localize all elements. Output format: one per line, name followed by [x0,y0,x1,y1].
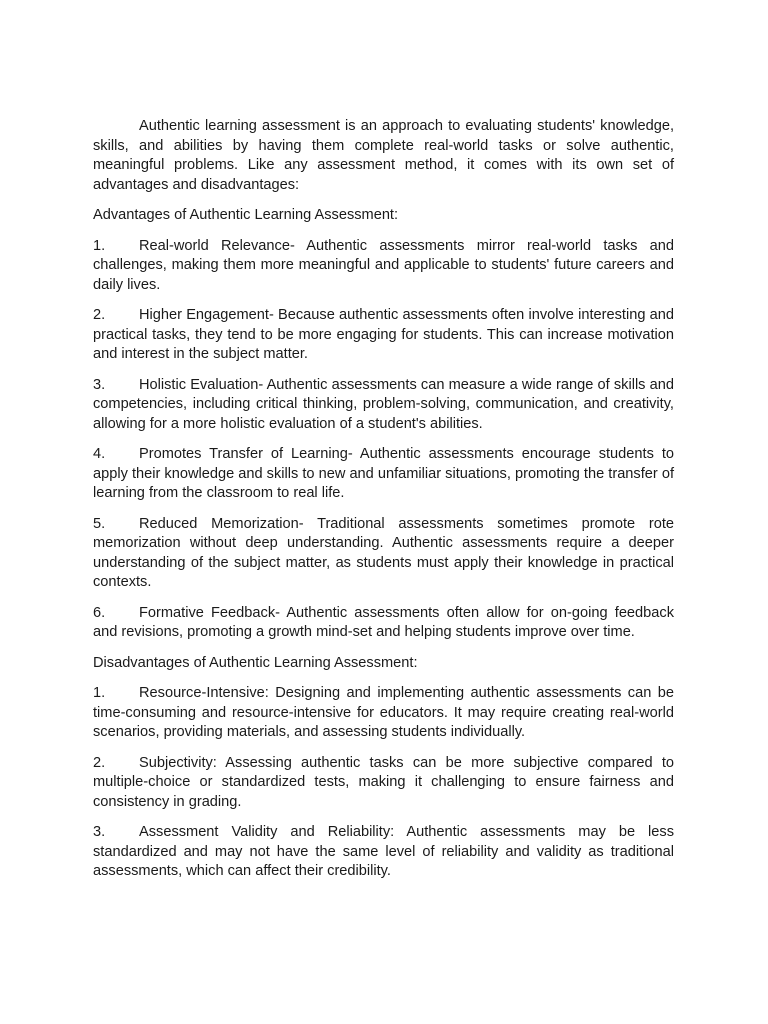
item-number: 6. [93,604,106,621]
disadvantage-item [93,684,674,743]
item-number: 3. [93,376,106,393]
advantage-item [93,237,674,296]
disadvantage-item [93,754,674,813]
advantage-item [93,515,674,593]
item-number: 4. [93,446,106,462]
item-number: 1. [93,237,106,254]
item-text: Formative Feedback- Authentic assessments often allow for on-going feedback and revisions, promoting a growth mind-set and helping students improve over time. [93,604,674,640]
advantages-heading: Advantages of Authentic Learning Assessment: [93,207,399,223]
item-number: 3. [93,824,106,840]
item-text: Real-world Relevance- Authentic assessments mirror real-world tasks and challenges, making them more meaningful and applicable to students' future careers and daily lives. [93,237,674,293]
document-body [93,117,674,893]
item-number: 2. [93,754,106,771]
advantage-item [93,306,674,365]
disadvantage-item [93,823,674,882]
item-text: Promotes Transfer of Learning- Authentic assessments encourage students to apply their knowledge and skills to new and unfamiliar situations, promoting the transfer of learning from the classroom to real life. [93,446,674,501]
item-number: 5. [93,515,106,532]
advantage-item [93,376,674,435]
item-text: Resource-Intensive: Designing and implementing authentic assessments can be time-consuming and resource-intensive for educators. It may require creating real-world scenarios, providing materials, and assessing students individually. [93,685,674,740]
advantage-item [93,604,674,643]
intro-paragraph: Authentic learning assessment is an approach to evaluating students' knowledge, skills, and abilities by having them complete real-world tasks or solve authentic, meaningful problems. Like any assessment method, it comes with its own set of advantages and disadvantages: [93,118,674,193]
item-text: Assessment Validity and Reliability: Authentic assessments may be less standardized and may not have the same level of reliability and validity as traditional assessments, which can affect their credibility. [93,824,674,879]
item-number: 2. [93,307,106,323]
item-text: Higher Engagement- Because authentic assessments often involve interesting and practical tasks, they tend to be more engaging for students. This can increase motivation and interest in the subject matter. [93,307,674,362]
item-text: Reduced Memorization- Traditional assessments sometimes promote rote memorization without deep understanding. Authentic assessments require a deeper understanding of the subject matter, as students must apply their knowledge in practical contexts. [93,515,674,590]
item-text: Subjectivity: Assessing authentic tasks can be more subjective compared to multiple-choice or standardized tests, making it challenging to ensure fairness and consistency in grading. [93,754,674,810]
disadvantages-heading: Disadvantages of Authentic Learning Assessment: [93,654,418,671]
item-text: Holistic Evaluation- Authentic assessments can measure a wide range of skills and competencies, including critical thinking, problem-solving, communication, and creativity, allowing for a more holistic evaluation of a student's abilities. [93,376,674,432]
item-number: 1. [93,685,106,701]
advantage-item [93,445,674,504]
